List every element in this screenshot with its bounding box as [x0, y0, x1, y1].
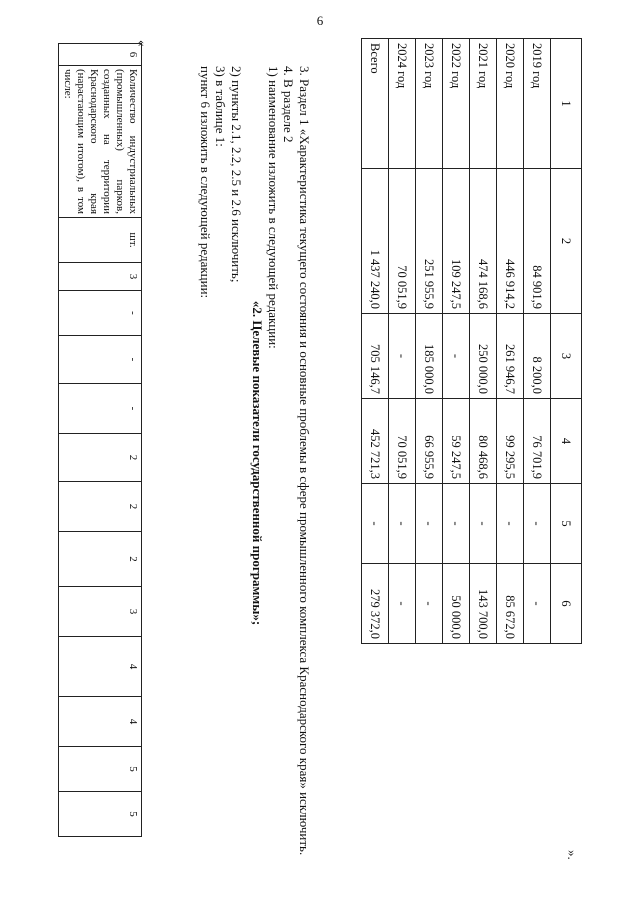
indicator-table	[58, 43, 142, 837]
value-cell: 2	[59, 482, 142, 532]
unit-cell: шт.	[59, 218, 142, 263]
paragraph-item-2: 2) пункты 2.1, 2.2, 2.5 и 2.6 исключить;	[229, 66, 244, 283]
amount-cell: 474 168,6	[470, 169, 497, 314]
amount-cell: 80 468,6	[470, 399, 497, 484]
table-row	[497, 39, 524, 644]
table-row	[524, 39, 551, 644]
amount-cell: 251 955,9	[416, 169, 443, 314]
value-cell: -	[59, 291, 142, 336]
amount-cell: -	[443, 314, 470, 399]
year-cell: 2019 год	[524, 39, 551, 169]
page-number: 6	[316, 13, 324, 28]
paragraph-item-6: пункт 6 изложить в следующей редакции:	[198, 66, 213, 299]
budget-header-row	[551, 39, 582, 644]
budget-header-cell: 5	[551, 484, 582, 564]
year-cell: Всего	[362, 39, 389, 169]
section-heading: «2. Целевые показатели государственной программы»;	[250, 300, 266, 626]
amount-cell: -	[524, 564, 551, 644]
paragraph-section-1: 3. Раздел 1 «Характеристика текущего состояния и основные проблемы в сфере промышленного комплекса Краснодарского края» исключить.	[297, 66, 312, 856]
amount-cell: 59 247,5	[443, 399, 470, 484]
amount-cell: 705 146,7	[362, 314, 389, 399]
table-row	[416, 39, 443, 644]
table-row	[443, 39, 470, 644]
row-number-cell: 6	[59, 44, 142, 66]
status-cell: 3	[59, 263, 142, 291]
amount-cell: 143 700,0	[470, 564, 497, 644]
year-cell: 2024 год	[389, 39, 416, 169]
amount-cell: 70 051,9	[389, 169, 416, 314]
amount-cell: -	[443, 484, 470, 564]
value-cell: -	[59, 336, 142, 384]
amount-cell: 99 295,5	[497, 399, 524, 484]
budget-header-cell: 4	[551, 399, 582, 484]
amount-cell: 185 000,0	[416, 314, 443, 399]
paragraph-item-3: 3) в таблице 1:	[213, 66, 229, 147]
amount-cell: -	[470, 484, 497, 564]
amount-cell: -	[524, 484, 551, 564]
amendment-text	[198, 38, 313, 888]
amount-cell: 50 000,0	[443, 564, 470, 644]
closing-quote-mark: ».	[565, 850, 580, 860]
amount-cell: -	[389, 484, 416, 564]
amount-cell: -	[389, 314, 416, 399]
value-cell: 2	[59, 532, 142, 587]
budget-header-cell: 1	[551, 39, 582, 169]
budget-header-cell: 2	[551, 169, 582, 314]
amount-cell: 446 914,2	[497, 169, 524, 314]
paragraph-item-1: 1) наименование изложить в следующей редакции:	[266, 66, 281, 349]
amount-cell: 261 946,7	[497, 314, 524, 399]
value-cell: 3	[59, 587, 142, 637]
amount-cell: 76 701,9	[524, 399, 551, 484]
table-row	[59, 44, 142, 837]
year-cell: 2020 год	[497, 39, 524, 169]
amount-cell: 109 247,5	[443, 169, 470, 314]
amount-cell: 452 721,3	[362, 399, 389, 484]
amount-cell: 84 901,9	[524, 169, 551, 314]
value-cell: 5	[59, 747, 142, 792]
amount-cell: 279 372,0	[362, 564, 389, 644]
value-cell: 4	[59, 637, 142, 697]
value-cell: -	[59, 384, 142, 434]
total-row	[362, 39, 389, 644]
budget-header-cell: 3	[551, 314, 582, 399]
amount-cell: -	[416, 484, 443, 564]
table-row	[470, 39, 497, 644]
budget-table	[361, 38, 582, 644]
year-cell: 2023 год	[416, 39, 443, 169]
value-cell: 5	[59, 792, 142, 837]
value-cell: 2	[59, 434, 142, 482]
amount-cell: 70 051,9	[389, 399, 416, 484]
amount-cell: 250 000,0	[470, 314, 497, 399]
amount-cell: -	[416, 564, 443, 644]
amount-cell: 85 672,0	[497, 564, 524, 644]
amount-cell: 66 955,9	[416, 399, 443, 484]
rotated-document-content	[62, 38, 582, 888]
opening-quote-mark: «	[135, 40, 150, 47]
amount-cell: 1 437 240,0	[362, 169, 389, 314]
year-cell: 2021 год	[470, 39, 497, 169]
budget-header-cell: 6	[551, 564, 582, 644]
table-row	[389, 39, 416, 644]
indicator-name-cell: Количество индустриальных (промышленных) парков, созданных на территории Краснодарского края (нарастающим итогом), в том числе:	[59, 66, 142, 218]
paragraph-section-2: 4. В разделе 2	[281, 66, 297, 143]
value-cell: 4	[59, 697, 142, 747]
amount-cell: -	[389, 564, 416, 644]
amount-cell: -	[497, 484, 524, 564]
amount-cell: -	[362, 484, 389, 564]
amount-cell: 8 200,0	[524, 314, 551, 399]
year-cell: 2022 год	[443, 39, 470, 169]
